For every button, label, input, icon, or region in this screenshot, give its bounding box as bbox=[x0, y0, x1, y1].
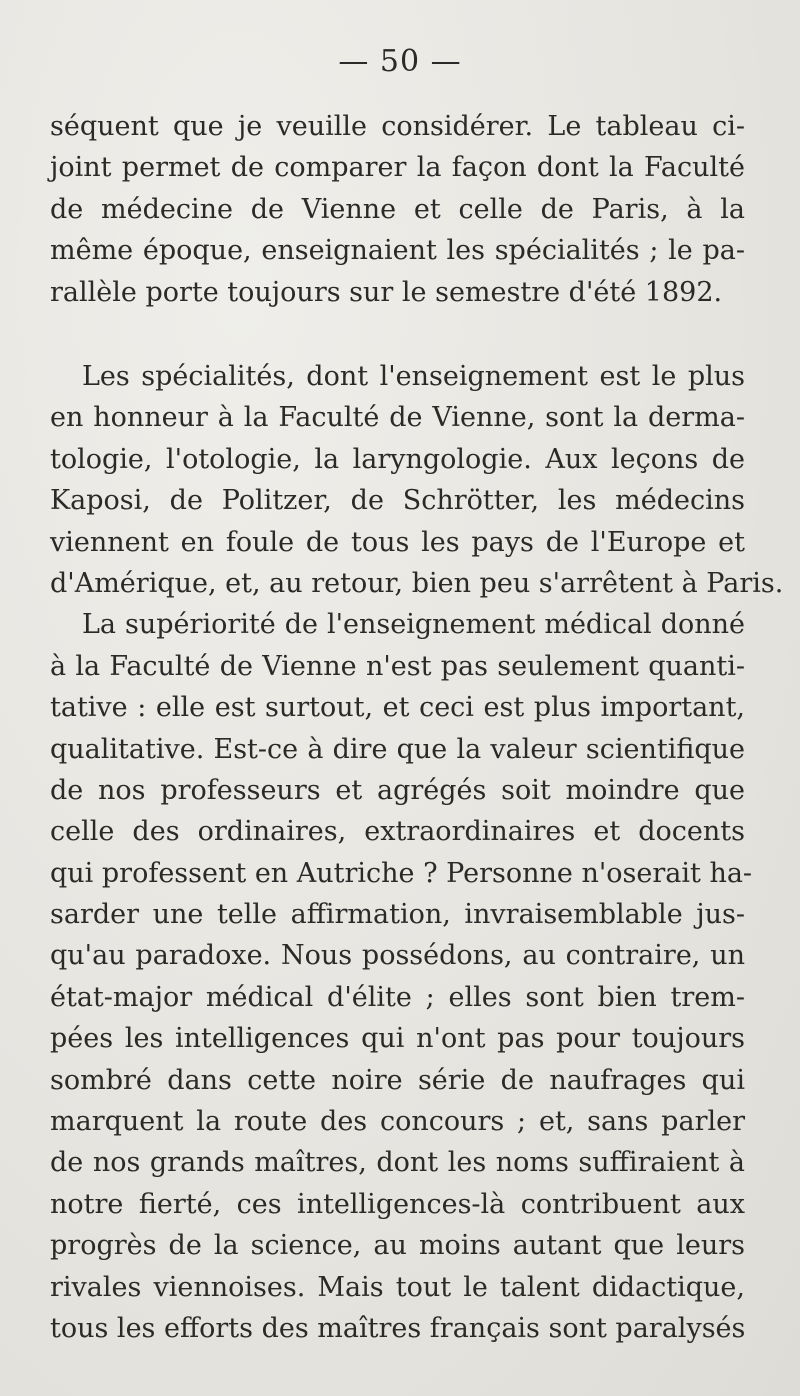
paragraph-continuation bbox=[50, 106, 745, 313]
text-line: progrès de la science, au moins autant que leurs bbox=[50, 1230, 745, 1262]
text-line: séquent que je veuille considérer. Le tableau ci- bbox=[50, 111, 745, 142]
text-line: même époque, enseignaient les spécialités ; le pa- bbox=[50, 235, 745, 267]
page-number: — 50 — bbox=[338, 44, 462, 79]
text-line: sombré dans cette noire série de naufrages qui bbox=[50, 1064, 745, 1096]
text-line: La supériorité de l'enseignement médical donné bbox=[82, 609, 745, 641]
text-line: d'Amérique, et, au retour, bien peu s'arrêtent à Paris. bbox=[50, 567, 784, 599]
text-line: qui professent en Autriche ? Personne n'oserait ha- bbox=[50, 857, 753, 889]
text-line: joint permet de comparer la façon dont la Faculté bbox=[50, 152, 745, 184]
text-line: sarder une telle affirmation, invraisemblable jus- bbox=[50, 899, 745, 931]
text-line: rallèle porte toujours sur le semestre d'été 1892. bbox=[50, 276, 723, 308]
text-line: tative : elle est surtout, et ceci est plus important, bbox=[50, 692, 745, 724]
text-line: de médecine de Vienne et celle de Paris, à la bbox=[50, 193, 745, 225]
text-line: viennent en foule de tous les pays de l'Europe et bbox=[50, 526, 745, 558]
text-line: de nos professeurs et agrégés soit moindre que bbox=[50, 774, 745, 806]
text-line: celle des ordinaires, extraordinaires et docents bbox=[50, 816, 745, 848]
text-line: Les spécialités, dont l'enseignement est le plus bbox=[82, 361, 745, 392]
paragraph-group bbox=[50, 356, 784, 1349]
text-line: à la Faculté de Vienne n'est pas seulement quanti- bbox=[50, 650, 745, 682]
text-line: tous les efforts des maîtres français sont paralysés bbox=[50, 1312, 746, 1344]
text-line: qualitative. Est-ce à dire que la valeur scientifique bbox=[50, 733, 745, 765]
text-line: état-major médical d'élite ; elles sont bien trem- bbox=[50, 981, 745, 1013]
text-line: Kaposi, de Politzer, de Schrötter, les médecins bbox=[50, 485, 745, 517]
text-line: tologie, l'otologie, la laryngologie. Aux leçons de bbox=[50, 443, 745, 475]
text-line: qu'au paradoxe. Nous possédons, au contraire, un bbox=[50, 940, 745, 972]
text-line: en honneur à la Faculté de Vienne, sont la derma- bbox=[50, 402, 745, 434]
text-line: notre fierté, ces intelligences-là contribuent aux bbox=[50, 1188, 745, 1220]
text-line: marquent la route des concours ; et, sans parler bbox=[50, 1106, 745, 1138]
text-line: de nos grands maîtres, dont les noms suffiraient à bbox=[50, 1147, 745, 1179]
text-line: rivales viennoises. Mais tout le talent didactique, bbox=[50, 1271, 745, 1303]
text-line: pées les intelligences qui n'ont pas pour toujours bbox=[50, 1023, 745, 1055]
